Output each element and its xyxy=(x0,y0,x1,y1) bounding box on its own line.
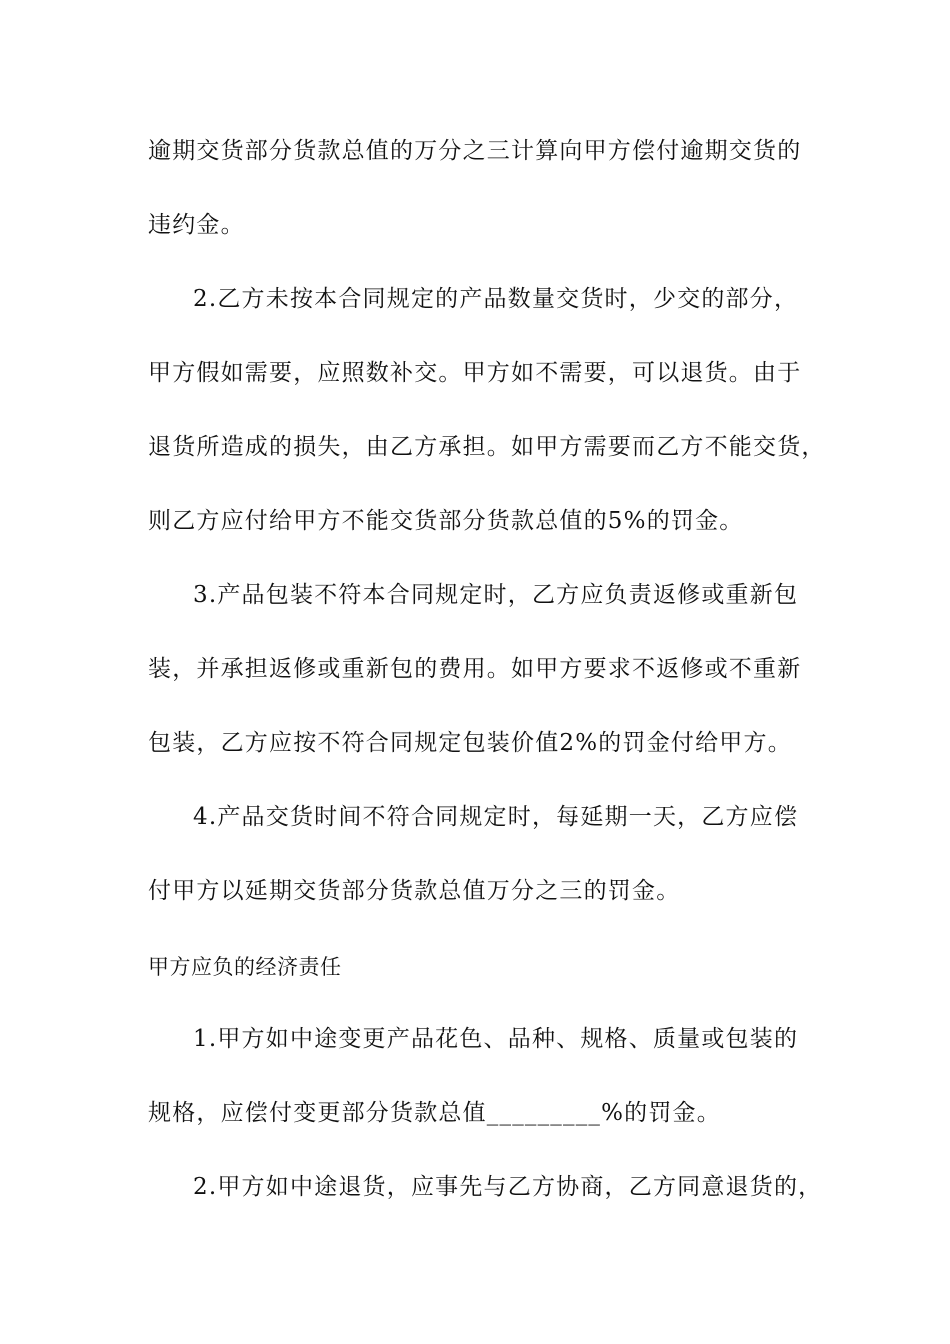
paragraph-line: 装，并承担返修或重新包的费用。如甲方要求不返修或不重新 xyxy=(148,656,802,682)
section-heading: 甲方应负的经济责任 xyxy=(148,955,342,979)
clause-1-line: 1.甲方如中途变更产品花色、品种、规格、质量或包装的 xyxy=(193,1026,799,1052)
paragraph-line: 规格，应偿付变更部分货款总值_________%的罚金。 xyxy=(148,1100,721,1126)
paragraph-line: 则乙方应付给甲方不能交货部分货款总值的5%的罚金。 xyxy=(148,508,744,534)
paragraph-line: 退货所造成的损失，由乙方承担。如甲方需要而乙方不能交货， xyxy=(148,434,826,460)
paragraph-line: 违约金。 xyxy=(148,212,245,238)
paragraph-line: 甲方假如需要，应照数补交。甲方如不需要，可以退货。由于 xyxy=(148,360,802,386)
paragraph-line: 包装，乙方应按不符合同规定包装价值2%的罚金付给甲方。 xyxy=(148,730,792,756)
clause-3-line: 3.产品包装不符本合同规定时，乙方应负责返修或重新包 xyxy=(193,582,799,608)
clause-2-line: 2.甲方如中途退货，应事先与乙方协商，乙方同意退货的， xyxy=(193,1174,823,1200)
paragraph-line: 付甲方以延期交货部分货款总值万分之三的罚金。 xyxy=(148,878,681,904)
clause-4-line: 4.产品交货时间不符合同规定时，每延期一天，乙方应偿 xyxy=(193,804,799,830)
clause-2-line: 2.乙方未按本合同规定的产品数量交货时，少交的部分， xyxy=(193,286,799,312)
paragraph-line: 逾期交货部分货款总值的万分之三计算向甲方偿付逾期交货的 xyxy=(148,138,802,164)
